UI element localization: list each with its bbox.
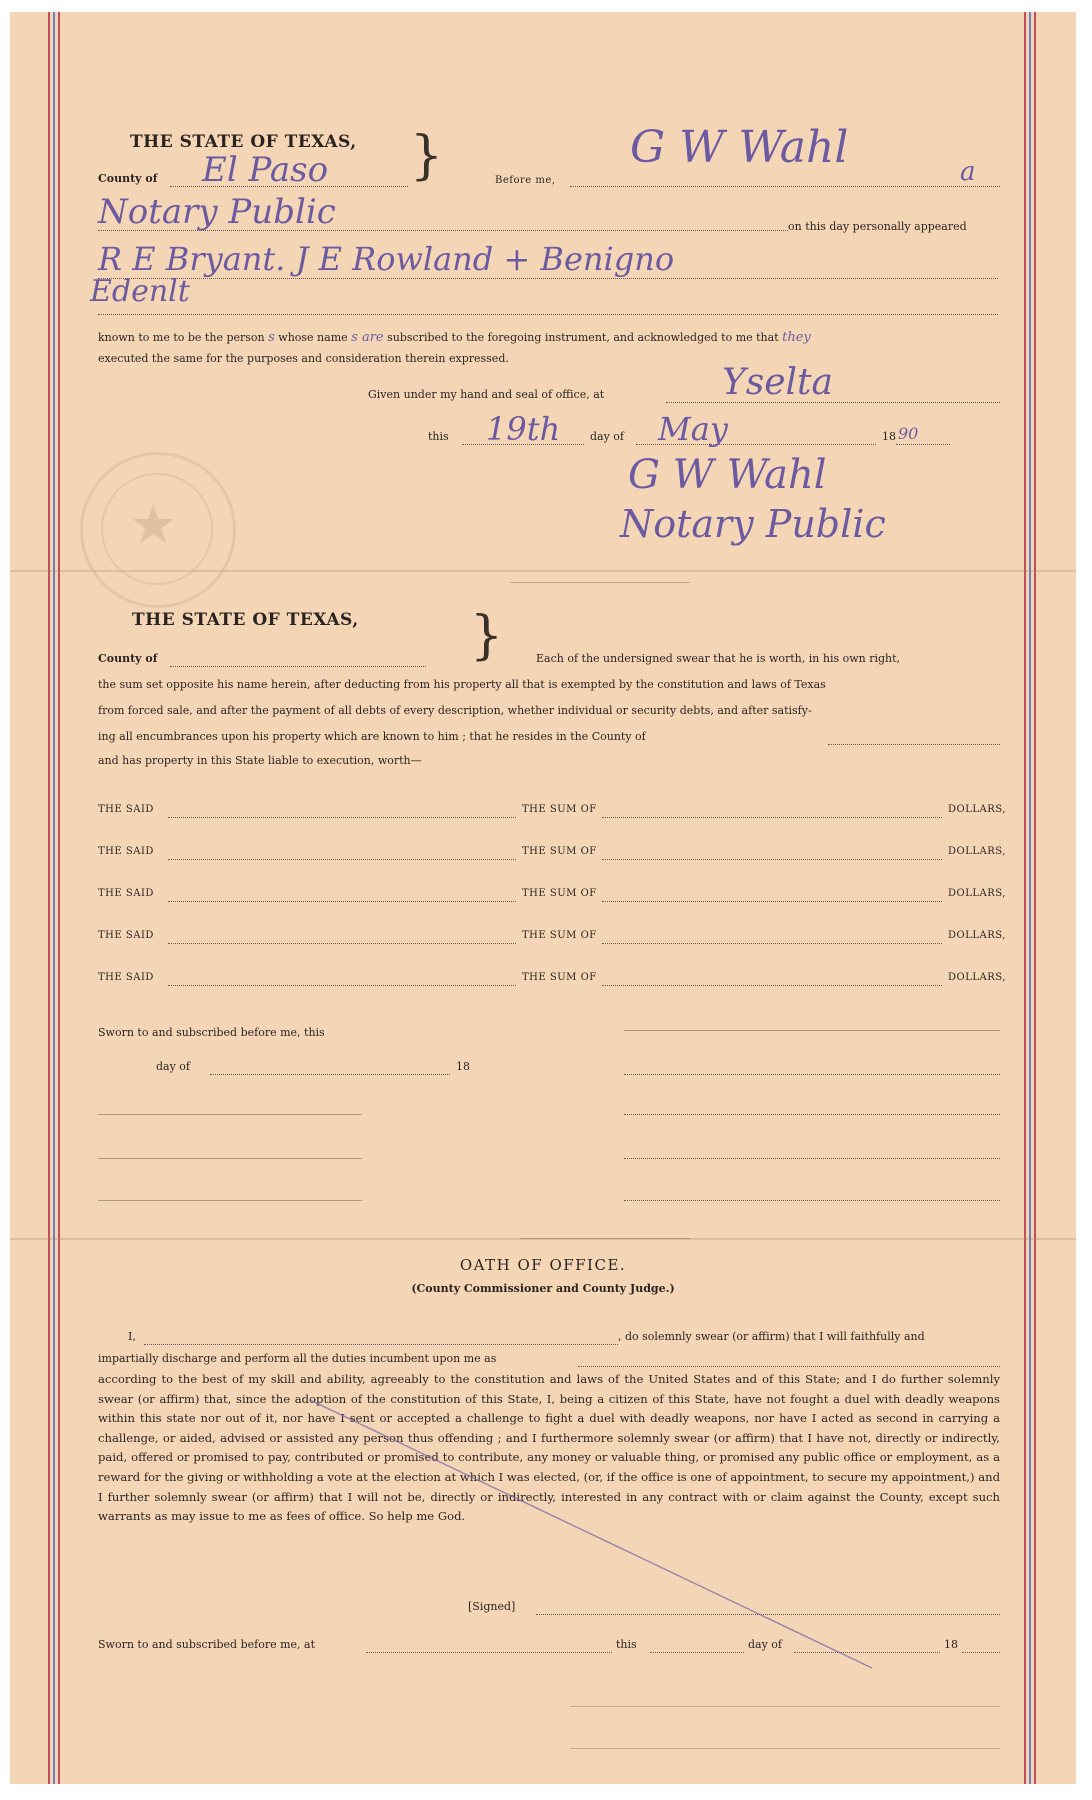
oath-swear-text: , do solemnly swear (or affirm) that I will faithfully and <box>618 1330 925 1343</box>
dollars-label: DOLLARS, <box>948 930 1006 941</box>
year-hand: 90 <box>898 424 919 443</box>
appeared-names-1: R E Bryant. J E Rowland + Benigno <box>98 240 675 278</box>
sum-label: THE SUM OF <box>522 846 597 857</box>
known-text-2: whose name <box>278 331 348 344</box>
oath-sworn-text: Sworn to and subscribed before me, at <box>98 1638 315 1651</box>
said-label: THE SAID <box>98 846 154 857</box>
dollars-label: DOLLARS, <box>948 804 1006 815</box>
given-text: Given under my hand and seal of office, at <box>368 388 605 401</box>
county-value: El Paso <box>202 150 329 190</box>
bond-county-label: County of <box>98 652 158 665</box>
month-value: May <box>658 410 728 448</box>
oath-signed-label: [Signed] <box>468 1600 516 1613</box>
bond-day-of: day of <box>156 1060 191 1073</box>
said-label: THE SAID <box>98 804 154 815</box>
said-label: THE SAID <box>98 972 154 983</box>
this-label: this <box>428 430 449 443</box>
known-text-3: subscribed to the foregoing instrument, and acknowledged to me that <box>387 331 779 344</box>
sum-label: THE SUM OF <box>522 972 597 983</box>
given-place: Yselta <box>722 362 833 403</box>
notary-title: Notary Public <box>98 192 336 232</box>
oath-subtitle: (County Commissioner and County Judge.) <box>411 1282 675 1295</box>
bond-line-2: from forced sale, and after the payment of all debts of every description, whether individual or security debts, and after satisfy- <box>98 704 812 717</box>
bond-sworn-text: Sworn to and subscribed before me, this <box>98 1026 325 1039</box>
bond-line-3: ing all encumbrances upon his property which are known to him ; that he resides in the County of <box>98 730 646 743</box>
notary-name: G W Wahl <box>630 122 849 173</box>
dollars-label: DOLLARS, <box>948 972 1006 983</box>
signature-title: Notary Public <box>620 502 886 546</box>
bond-line-1: the sum set opposite his name herein, after deducting from his property all that is exempted by the constitution and laws of Texas <box>98 678 826 691</box>
oath-i-label: I, <box>128 1330 136 1343</box>
before-me-label: Before me, <box>495 175 556 186</box>
notary-seal: ★ <box>80 452 236 608</box>
oath-title: OATH OF OFFICE. <box>459 1256 627 1274</box>
oath-year: 18 <box>944 1638 958 1651</box>
executed-text: executed the same for the purposes and consideration therein expressed. <box>98 352 509 365</box>
bond-bracket: } <box>470 606 504 666</box>
bond-line-4: and has property in this State liable to execution, worth— <box>98 754 422 767</box>
bond-state-heading: THE STATE OF TEXAS, <box>132 610 359 630</box>
known-they: they <box>782 330 811 345</box>
sum-label: THE SUM OF <box>522 804 597 815</box>
county-label: County of <box>98 172 158 185</box>
sum-label: THE SUM OF <box>522 888 597 899</box>
a-text: a <box>960 157 976 187</box>
bond-intro: Each of the undersigned swear that he is worth, in his own right, <box>536 652 901 665</box>
dollars-label: DOLLARS, <box>948 888 1006 899</box>
known-text-1: known to me to be the person <box>98 331 265 344</box>
document-page <box>10 12 1076 1784</box>
day-value: 19th <box>486 410 561 448</box>
bond-year: 18 <box>456 1060 470 1073</box>
appeared-names-2: Edenlt <box>90 274 190 309</box>
state-heading: THE STATE OF TEXAS, <box>130 132 357 152</box>
day-of-label: day of <box>590 430 625 443</box>
appeared-text: on this day personally appeared <box>788 220 967 233</box>
oath-day-of-label: day of <box>748 1638 783 1651</box>
known-s: s <box>268 330 275 345</box>
said-label: THE SAID <box>98 930 154 941</box>
bracket: } <box>410 126 444 186</box>
year-printed: 18 <box>882 430 896 443</box>
sum-label: THE SUM OF <box>522 930 597 941</box>
signature: G W Wahl <box>628 452 827 498</box>
pen-stroke <box>10 12 1076 1784</box>
oath-discharge-text: impartially discharge and perform all the duties incumbent upon me as <box>98 1352 497 1365</box>
said-label: THE SAID <box>98 888 154 899</box>
dollars-label: DOLLARS, <box>948 846 1006 857</box>
oath-this-label: this <box>616 1638 637 1651</box>
oath-paragraph: according to the best of my skill and ability, agreeably to the constitution and laws of the United States and of this State; and I do further solemnly swear (or affirm) that, since the adoption of the constitution of this State, I, being a citizen of this State, have not fought a duel with deadly weapons within this state nor out of it, nor have I sent or accepted a challenge to fight a duel with deadly weapons, nor have I acted as second in carrying a challenge, or aided, advised or assisted any person thus offending ; and I furthermore solemnly swear (or affirm) that I have not, directly or indirectly, paid, offered or promised to pay, contributed or promised to contribute, any money or valuable thing, or promised any public office or employment, as a reward for the giving or withholding a vote at the election at which I was elected, (or, if the office is one of appointment, to secure my appointment,) and I further solemnly swear (or affirm) that I will not be, directly or indirectly, interested in any contract with or claim against the County, except such warrants as may issue to me as fees of office. So help me God. <box>98 1372 1000 1524</box>
known-hand: s are <box>351 330 384 345</box>
